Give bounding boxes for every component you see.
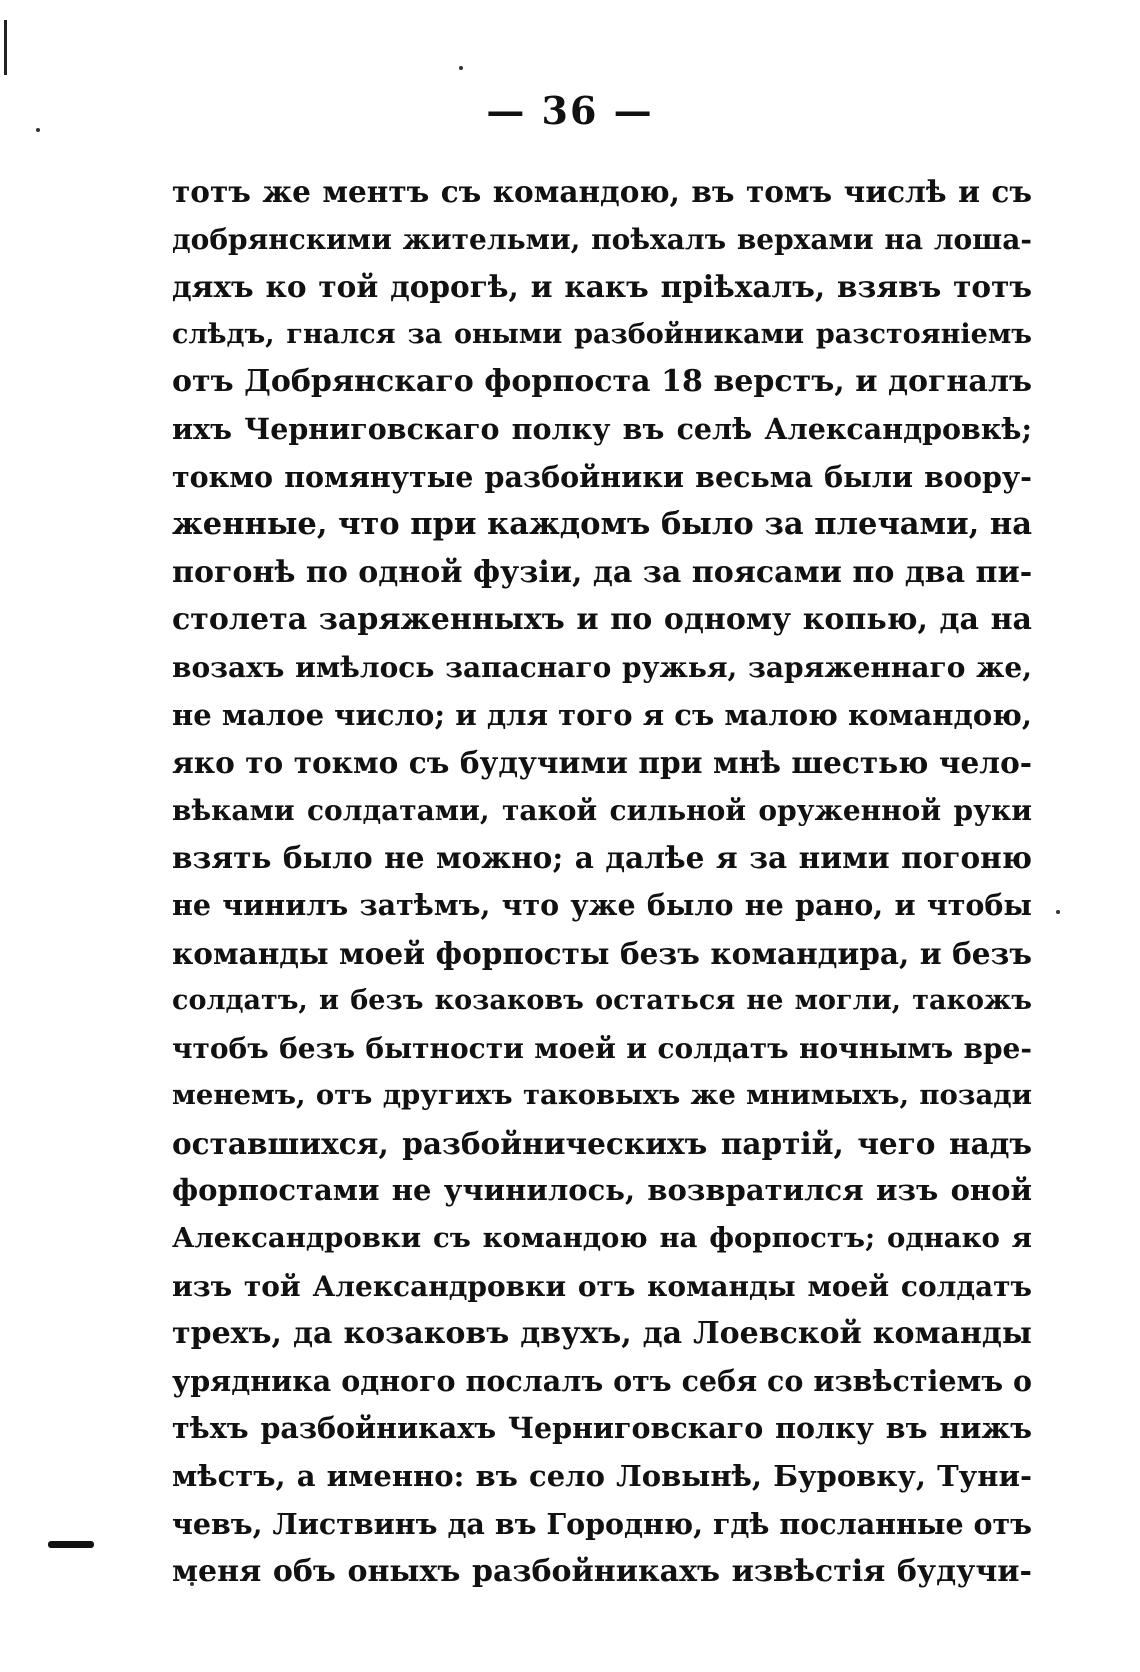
text-line: чтобъ безъ бытности моей и солдатъ ночнымъ вре-	[172, 1031, 1032, 1065]
text-line: тотъ же ментъ съ командою, въ томъ числѣ и съ	[172, 174, 1032, 209]
text-line: трехъ, да козаковъ двухъ, да Лоевской команды	[172, 1316, 1032, 1352]
text-line: яко то токмо съ будучими при мнѣ шестью чело-	[172, 745, 1032, 781]
text-line: тѣхъ разбойникахъ Черниговскаго полку въ нижъ	[172, 1411, 1032, 1446]
body-text	[172, 168, 1032, 1596]
text-line: дяхъ ко той дорогѣ, и какъ пріѣхалъ, взявъ тотъ	[172, 269, 1032, 305]
margin-mark	[48, 1541, 94, 1548]
page-number: — 36 —	[486, 88, 654, 133]
text-line: изъ той Александровки отъ команды моей солдатъ	[172, 1269, 1032, 1303]
text-line: чевъ, Листвинъ да въ Городню, гдѣ посланные отъ	[172, 1506, 1032, 1541]
print-speck	[459, 66, 463, 70]
text-line: слѣдъ, гнался за оными разбойниками разстояніемъ	[172, 318, 1032, 350]
text-line: команды моей форпосты безъ командира, и безъ	[172, 935, 1032, 971]
text-line: не малое число; и для того я съ малою командою,	[172, 697, 1032, 732]
text-line: взять было не можно; а далѣе я за ними погоню	[172, 840, 1032, 876]
text-line: женные, что при каждомъ было за плечами, на	[172, 506, 1032, 543]
text-line: токмо помянутые разбойники весьма были воору-	[172, 459, 1032, 494]
text-line: форпостами не учинилось, возвратился изъ оной	[172, 1173, 1032, 1208]
print-speck	[1056, 910, 1060, 914]
text-line: Александровки съ командою на форпостъ; однако я	[172, 1222, 1032, 1255]
text-line: вѣками солдатами, такой сильной оруженной руки	[172, 793, 1032, 827]
text-line: мѣстъ, а именно: въ село Ловынѣ, Буровку, Туни-	[172, 1459, 1032, 1494]
text-line: погонѣ по одной фузіи, да за поясами по два пи-	[172, 554, 1032, 590]
text-line: отъ Добрянскаго форпоста 18 верстъ, и догналъ	[172, 364, 1032, 400]
text-line: столета заряженныхъ и по одному копью, да на	[172, 602, 1032, 638]
text-line: урядника одного послалъ отъ себя со извѣстіемъ о	[172, 1363, 1032, 1398]
text-line: оставшихся, разбойническихъ партій, чего надъ	[172, 1125, 1032, 1161]
text-line: добрянскими жительми, поѣхалъ верхами на лоша-	[172, 222, 1032, 256]
text-line: не чинилъ затѣмъ, что уже было не рано, и чтобы	[172, 887, 1032, 922]
text-line: ихъ Черниговскаго полку въ селѣ Александровкѣ;	[172, 411, 1032, 446]
page-edge-rule	[4, 20, 7, 75]
text-line: меня объ оныхъ разбойникахъ извѣстія будучи-	[172, 1554, 1032, 1590]
text-line: солдатъ, и безъ козаковъ остаться не могли, такожъ	[172, 985, 1032, 1017]
text-line: менемъ, отъ другихъ таковыхъ же мнимыхъ, позади	[172, 1079, 1032, 1112]
text-line: возахъ имѣлось запаснаго ружья, заряженнаго же,	[172, 650, 1032, 684]
